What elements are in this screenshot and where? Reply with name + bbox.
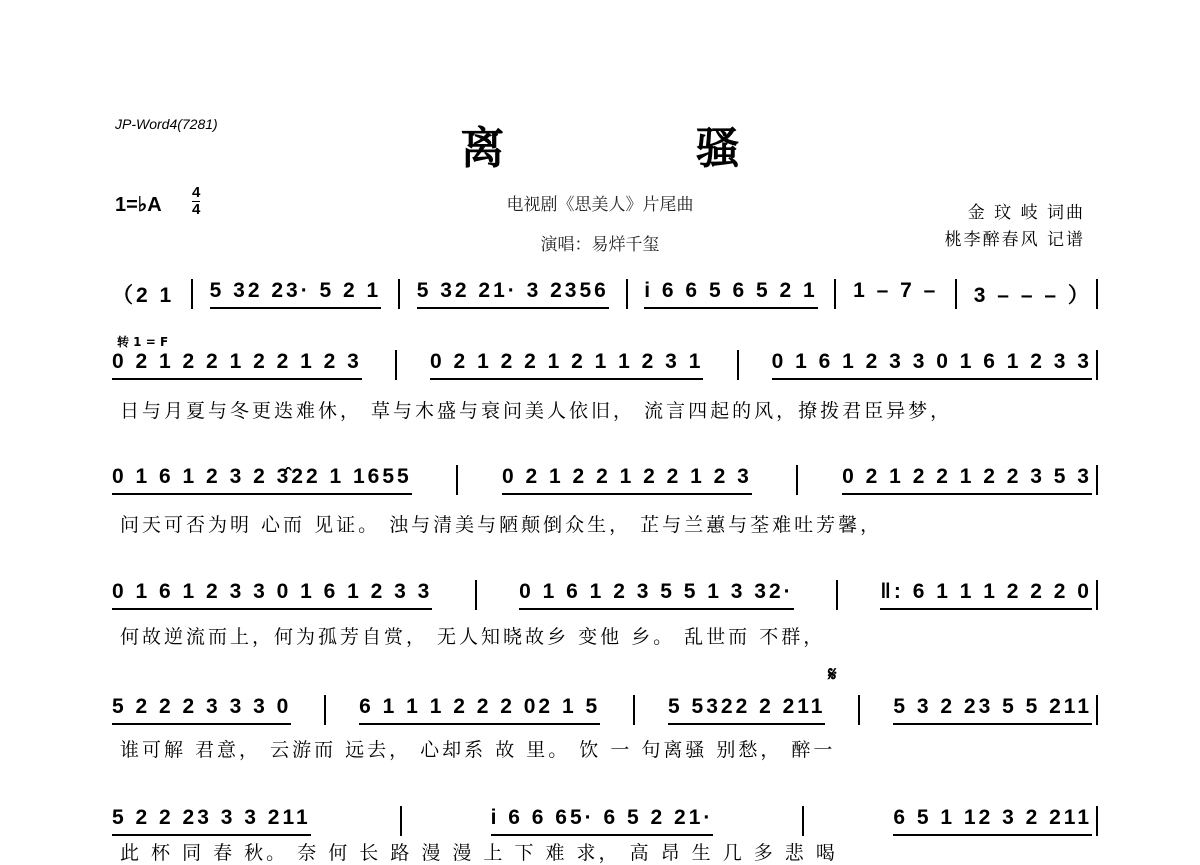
barline (796, 465, 798, 495)
barline (395, 350, 397, 380)
measure: 5 5322 2 211 (668, 695, 825, 725)
measure: 0 2 1 2 2 1 2 2 3 5 3 (842, 465, 1092, 495)
barline (836, 580, 838, 610)
measure: 1 – 7 – (853, 279, 939, 302)
barline (324, 695, 326, 725)
measure: i 6 6 65· 6 5 2 21· (491, 806, 714, 836)
measure: 6 5 1 12 3 2 211 (893, 806, 1092, 836)
lyric-line-3: 问天可否为明 心而 见证。 浊与清美与陋颠倒众生， 芷与兰蕙与荃难吐芳馨， (120, 514, 883, 536)
staff-line-3 (112, 465, 1098, 495)
modulation-mark: 转 1 = F (117, 335, 169, 349)
barline (802, 806, 804, 836)
measure: 5 32 21· 3 2356 (417, 279, 609, 309)
lyric-line-4: 何故逆流而上，何为孤芳自赏， 无人知晓故乡 变他 乡。 乱世而 不群， (120, 626, 826, 648)
lyric-line-2: 日与月夏与冬更迭难休， 草与木盛与衰问美人依旧， 流言四起的风，撩拨君臣异梦， (120, 400, 953, 422)
segno-sign: 𝄋 (828, 662, 837, 686)
staff-line-2 (112, 350, 1098, 380)
lyric-line-5: 谁可解 君意， 云游而 远去， 心却系 故 里。 饮 一 句离骚 别愁， 醉一 (120, 739, 836, 761)
barline (398, 279, 400, 309)
barline (456, 465, 458, 495)
measure: i 6 6 5 6 5 2 1 (644, 279, 817, 309)
barline (626, 279, 628, 309)
measure: 0 2 1 2 2 1 2 1 1 2 3 1 (430, 350, 703, 380)
notation-credit: 桃李醉春风 记谱 (944, 230, 1085, 250)
measure: 0 1 6 1 2 3 5 5 1 3 32· (519, 580, 794, 610)
barline (475, 580, 477, 610)
source-code: JP-Word4(7281) (115, 116, 218, 132)
measure: （2 1 (112, 284, 175, 307)
lyrics-credit: 金 玟 岐 词曲 (967, 203, 1085, 223)
staff-line-4 (112, 580, 1098, 610)
time-signature (192, 186, 200, 217)
barline (955, 279, 957, 309)
staff-line-6 (112, 806, 1098, 836)
measure: 0 1 6 1 2 3 3 0 1 6 1 2 3 3 (112, 580, 432, 610)
barline (633, 695, 635, 725)
measure: ‖: 6 1 1 1 2 2 2 0 (880, 580, 1092, 610)
measure: 0 2 1 2 2 1 2 2 1 2 3 (112, 350, 362, 380)
barline (737, 350, 739, 380)
staff-line-1 (112, 279, 1098, 309)
song-subtitle: 电视剧《思美人》片尾曲 (506, 195, 694, 215)
meter-bottom: 4 (192, 201, 201, 218)
measure: 5 32 23· 5 2 1 (210, 279, 382, 309)
measure: 5 2 2 2 3 3 3 0 (112, 695, 291, 725)
barline (834, 279, 836, 309)
measure: 3 – – – ） (973, 284, 1092, 307)
lyric-line-6: 此 杯 同 春 秋。 奈 何 长 路 漫 漫 上 下 难 求， 高 昂 生 几 多 悲 喝 (120, 842, 838, 864)
barline (858, 695, 860, 725)
measure: 5 2 2 23 3 3 211 (112, 806, 311, 836)
meter-top: 4 (192, 184, 201, 201)
measure: 0 1 6 1 2 3 3 0 1 6 1 2 3 3 (772, 350, 1092, 380)
measure: 5 3 2 23 5 5 211 (893, 695, 1092, 725)
measure: 0 1 6 1 2 3 2 3̂22 1 1655 (112, 465, 412, 495)
measure: 6 1 1 1 2 2 2 02 1 5 (359, 695, 600, 725)
staff-line-5 (112, 695, 1098, 725)
barline (400, 806, 402, 836)
measure: 0 2 1 2 2 1 2 2 1 2 3 (502, 465, 752, 495)
barline (191, 279, 193, 309)
key-signature: 1=♭A (115, 194, 162, 216)
song-title: 离 骚 (460, 123, 828, 174)
singer-line: 演唱：易烊千玺 (540, 235, 660, 255)
